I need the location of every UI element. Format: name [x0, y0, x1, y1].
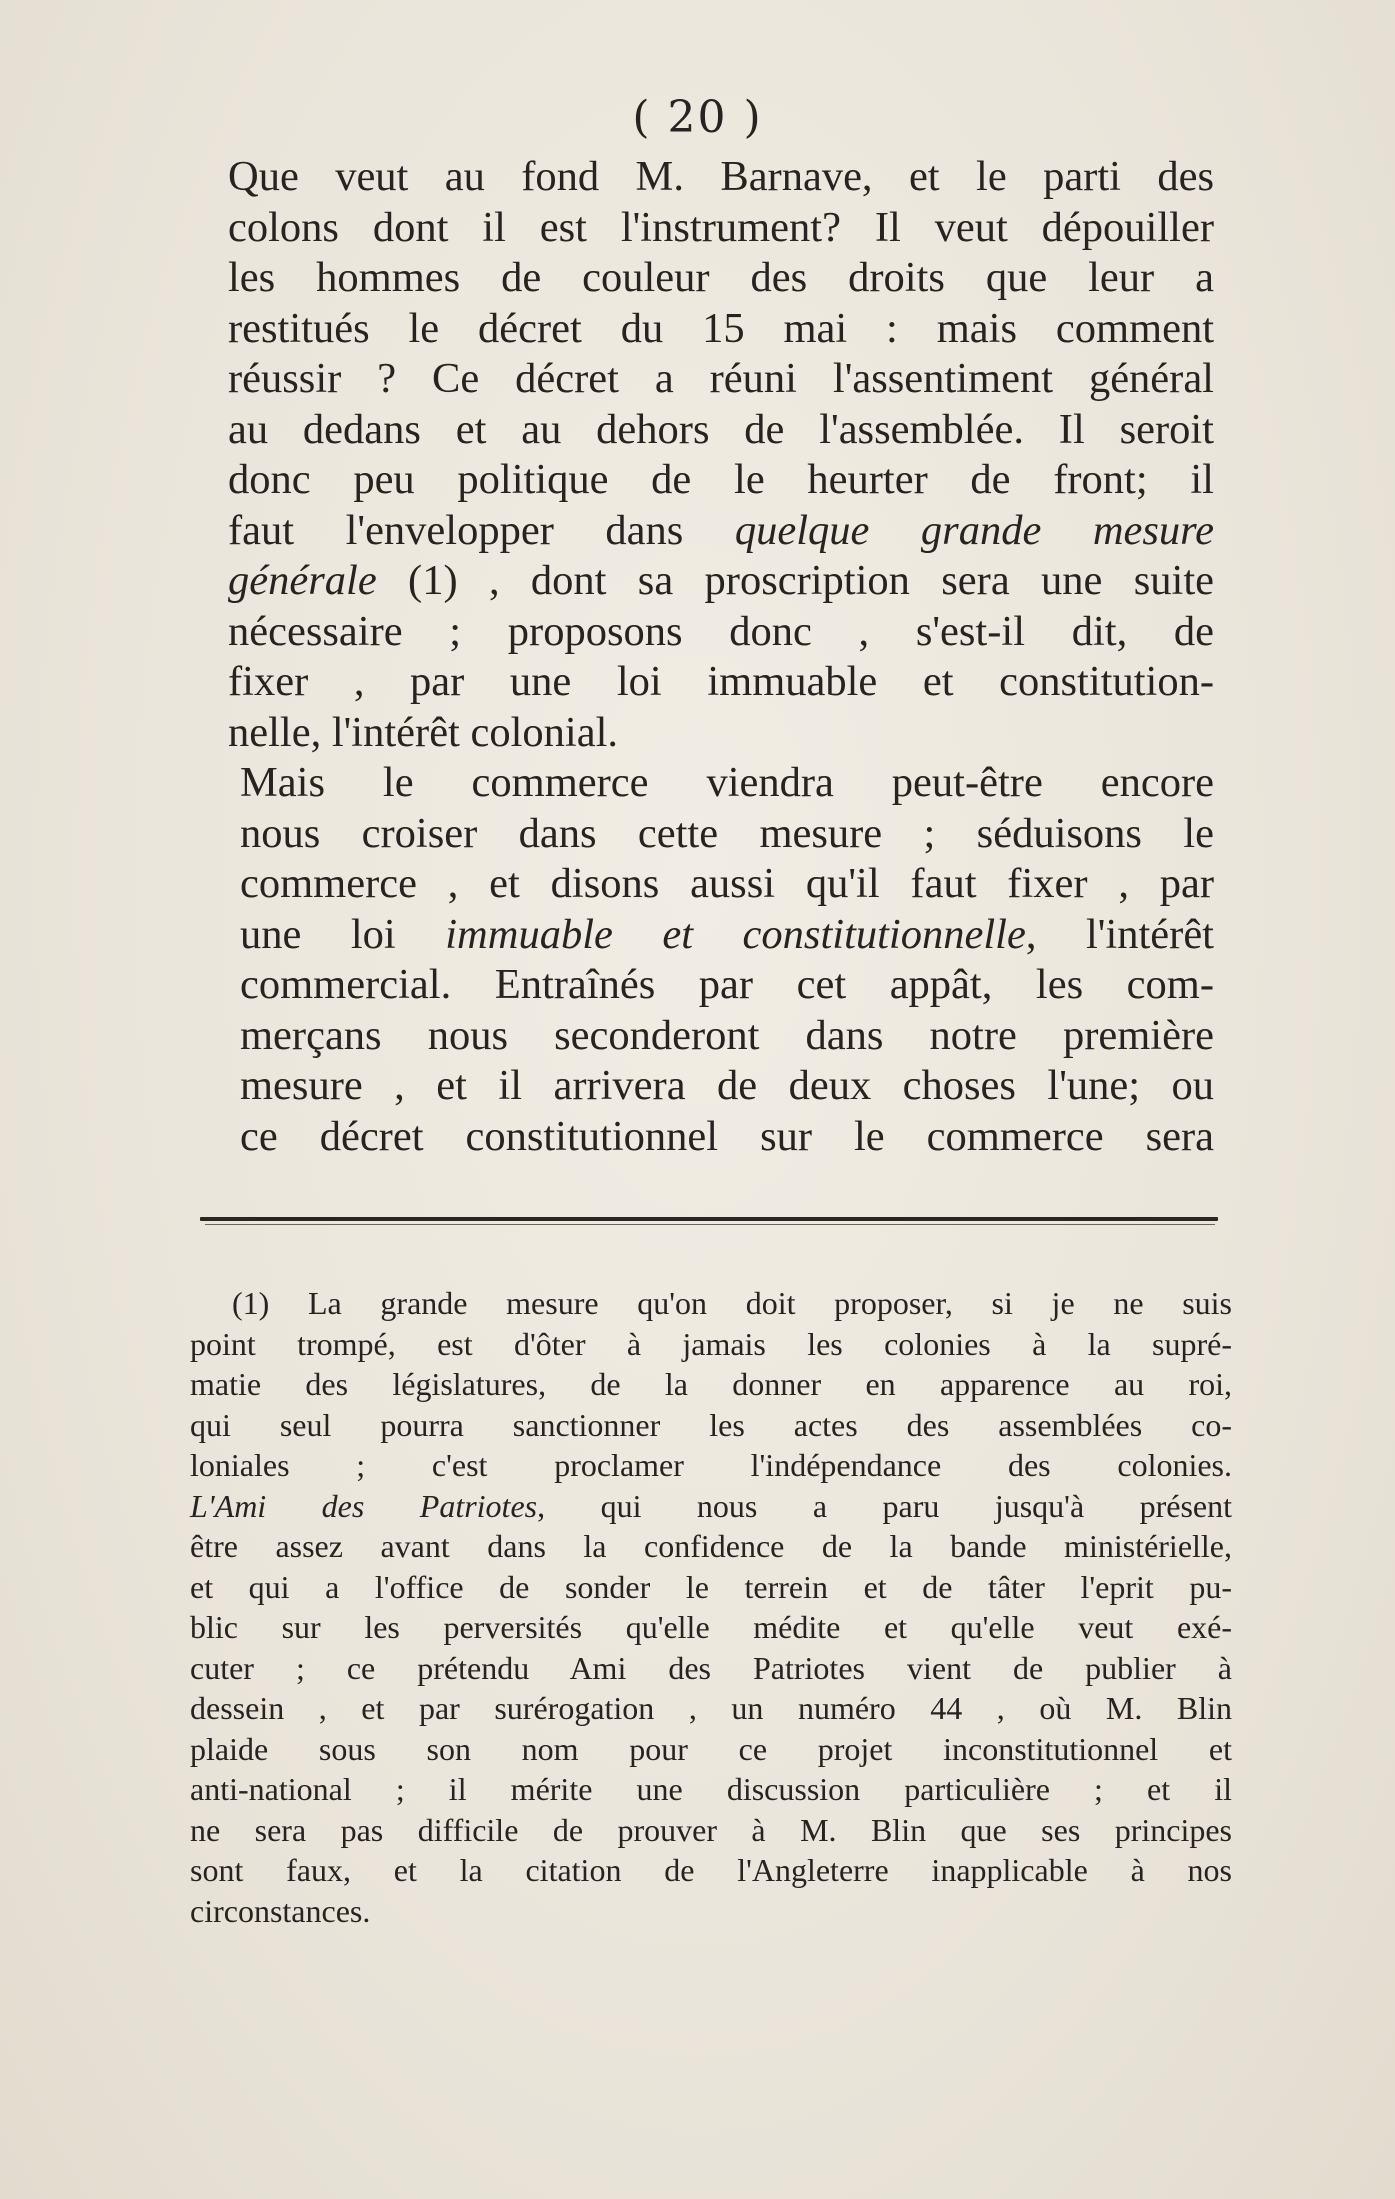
text-segment: , l'intérêt — [1025, 910, 1214, 958]
main-text — [184, 152, 1214, 1162]
footnote-line: loniales ; c'est proclamer l'indépendance des colonies. — [190, 1447, 1232, 1483]
footnote-line: (1) La grande mesure qu'on doit proposer, si je ne suis — [232, 1285, 1232, 1321]
footnote-line: plaide sous son nom pour ce projet inconstitutionnel et — [190, 1730, 1232, 1767]
text-line: donc peu politique de le heurter de front; il — [228, 456, 1214, 503]
text-line: commercial. Entraînés par cet appât, les com- — [240, 961, 1214, 1008]
italic-phrase: immuable et constitutionnelle — [445, 910, 1026, 958]
footnote-reference-line: (1) , dont sa proscription sera une suite — [376, 557, 1214, 604]
footnote-line: dessein , et par surérogation , un numéro 44 , où M. Blin — [190, 1690, 1232, 1726]
text-line — [184, 910, 1214, 961]
text-line: restitués le décret du 15 mai : mais comment — [228, 304, 1214, 352]
footnote-line: cuter ; ce prétendu Ami des Patriotes vient de publier à — [190, 1649, 1232, 1686]
footnote-line: sont faux, et la citation de l'Angleterre inapplicable à nos — [190, 1852, 1232, 1888]
footnote-line: circonstances. — [190, 1892, 371, 1929]
footnote-line: matie des législatures, de la donner en apparence au roi, — [190, 1366, 1232, 1402]
italic-title: L'Ami des Patriotes — [190, 1487, 538, 1524]
text-line: nous croiser dans cette mesure ; séduisons le — [240, 809, 1214, 857]
paragraph-1 — [184, 152, 1214, 758]
text-line: fixer , par une loi immuable et constitution- — [228, 658, 1214, 705]
text-line — [184, 506, 1214, 557]
footnote-line: blic sur les perversités qu'elle médite et qu'elle veut exé- — [190, 1609, 1232, 1645]
text-line: réussir ? Ce décret a réuni l'assentiment général — [228, 355, 1214, 402]
footnote-separator-thin-rule — [205, 1224, 1215, 1225]
footnote-line: et qui a l'office de sonder le terrein et de tâter l'eprit pu- — [190, 1568, 1232, 1605]
text-line: mesure , et il arrivera de deux choses l'une; ou — [240, 1062, 1214, 1109]
text-line: les hommes de couleur des droits que leur a — [228, 254, 1214, 301]
text-line — [184, 556, 1214, 607]
footnote-line: ne sera pas difficile de prouver à M. Blin que ses principes — [190, 1811, 1232, 1848]
paragraph-2 — [184, 758, 1214, 1162]
footnote — [190, 1283, 1232, 1931]
text-line: merçans nous seconderont dans notre première — [240, 1011, 1214, 1059]
page-number: ( 20 ) — [632, 92, 763, 143]
footnote-separator-rule — [200, 1217, 1218, 1221]
text-line: commerce , et disons aussi qu'il faut fixer , par — [240, 860, 1214, 907]
text-line: nelle, l'intérêt colonial. — [228, 708, 619, 756]
text-segment: , qui nous a paru jusqu'à présent — [537, 1487, 1233, 1524]
text-line: ce décret constitutionnel sur le commerce sera — [240, 1112, 1214, 1160]
text-segment: une loi — [240, 910, 446, 958]
text-line: Mais le commerce viendra peut-être encore — [240, 759, 1214, 806]
italic-phrase: quelque grande mesure — [734, 506, 1215, 554]
footnote-line: être assez avant dans la confidence de la bande ministérielle, — [190, 1528, 1232, 1564]
text-segment: faut l'envelopper dans — [228, 506, 684, 554]
footnote-line — [190, 1486, 1232, 1527]
text-line: au dedans et au dehors de l'assemblée. Il seroit — [228, 405, 1214, 453]
text-line: nécessaire ; proposons donc , s'est-il dit, de — [228, 607, 1214, 655]
footnote-line: anti-national ; il mérite une discussion particulière ; et il — [190, 1771, 1232, 1807]
footnote-line: point trompé, est d'ôter à jamais les colonies à la supré- — [190, 1325, 1232, 1362]
text-line: colons dont il est l'instrument? Il veut dépouiller — [228, 203, 1214, 251]
italic-phrase: générale — [228, 557, 377, 604]
footnote-line: qui seul pourra sanctionner les actes des assemblées co- — [190, 1406, 1232, 1443]
text-line: Que veut au fond M. Barnave, et le parti des — [228, 153, 1214, 200]
